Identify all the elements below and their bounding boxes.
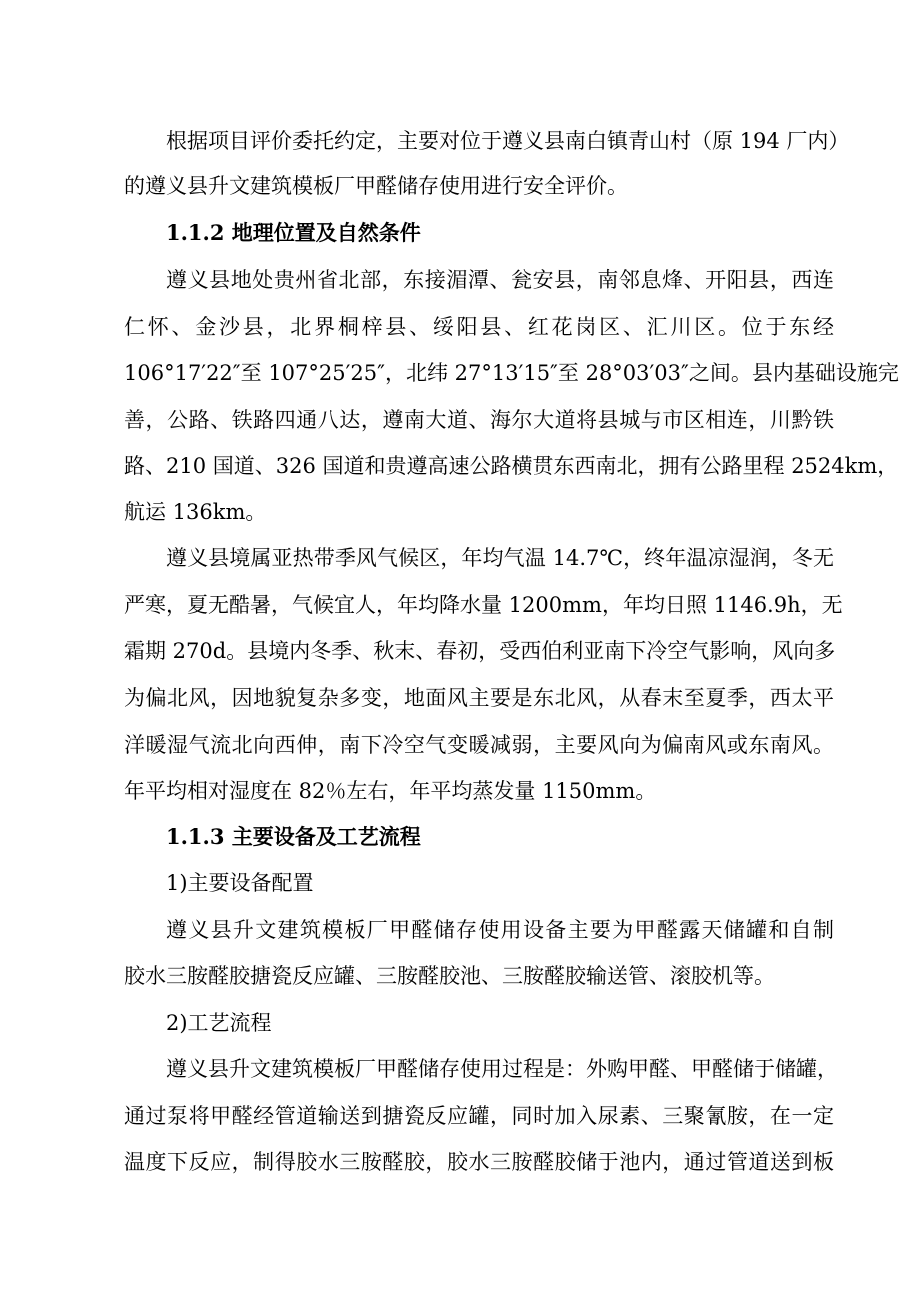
equipment-line-1: 遵义县升文建筑模板厂甲醛储存使用设备主要为甲醛露天储罐和自制 (166, 918, 834, 942)
process-line-1: 遵义县升文建筑模板厂甲醛储存使用过程是：外购甲醛、甲醛储于储罐， (166, 1057, 838, 1081)
climate-line-6: 年平均相对湿度在 82％左右，年平均蒸发量 1150mm。 (124, 779, 657, 803)
subheading-equipment: 1)主要设备配置 (166, 871, 314, 895)
climate-line-2: 严寒，夏无酷暑，气候宜人，年均降水量 1200mm，年均日照 1146.9h，无 (124, 593, 843, 617)
location-line-4: 善，公路、铁路四通八达，遵南大道、海尔大道将县城与市区相连，川黔铁 (124, 408, 834, 432)
process-line-2: 通过泵将甲醛经管道输送到搪瓷反应罐，同时加入尿素、三聚氰胺，在一定 (124, 1104, 834, 1128)
location-line-2: 仁怀、金沙县，北界桐梓县、绥阳县、红花岗区、汇川区。位于东经 (124, 315, 834, 339)
climate-line-5: 洋暖湿气流北向西伸，南下冷空气变暖减弱，主要风向为偏南风或东南风。 (124, 733, 834, 757)
location-line-6: 航运 136km。 (124, 500, 267, 524)
section-heading-1-1-3: 1.1.3 主要设备及工艺流程 (166, 824, 421, 849)
climate-line-1: 遵义县境属亚热带季风气候区，年均气温 14.7℃，终年温凉湿润，冬无 (166, 546, 834, 570)
intro-line-2: 的遵义县升文建筑模板厂甲醛储存使用进行安全评价。 (124, 174, 628, 198)
location-line-1: 遵义县地处贵州省北部，东接湄潭、瓮安县，南邻息烽、开阳县，西连 (166, 268, 834, 292)
intro-line-1: 根据项目评价委托约定，主要对位于遵义县南白镇青山村（原 194 厂内） (166, 129, 850, 153)
subheading-process: 2)工艺流程 (166, 1011, 272, 1035)
climate-line-3: 霜期 270d。县境内冬季、秋末、春初，受西伯利亚南下冷空气影响，风向多 (124, 639, 836, 663)
location-line-3: 106°17′22″至 107°25′25″，北纬 27°13′15″至 28°03′03″之间。县内基础设施完 (124, 361, 899, 385)
location-line-5: 路、210 国道、326 国道和贵遵高速公路横贯东西南北，拥有公路里程 2524km， (124, 454, 899, 478)
climate-line-4: 为偏北风，因地貌复杂多变，地面风主要是东北风，从春末至夏季，西太平 (124, 686, 834, 710)
equipment-line-2: 胶水三胺醛胶搪瓷反应罐、三胺醛胶池、三胺醛胶输送管、滚胶机等。 (124, 964, 775, 988)
process-line-3: 温度下反应，制得胶水三胺醛胶，胶水三胺醛胶储于池内，通过管道送到板 (124, 1150, 834, 1174)
section-heading-1-1-2: 1.1.2 地理位置及自然条件 (166, 220, 421, 245)
